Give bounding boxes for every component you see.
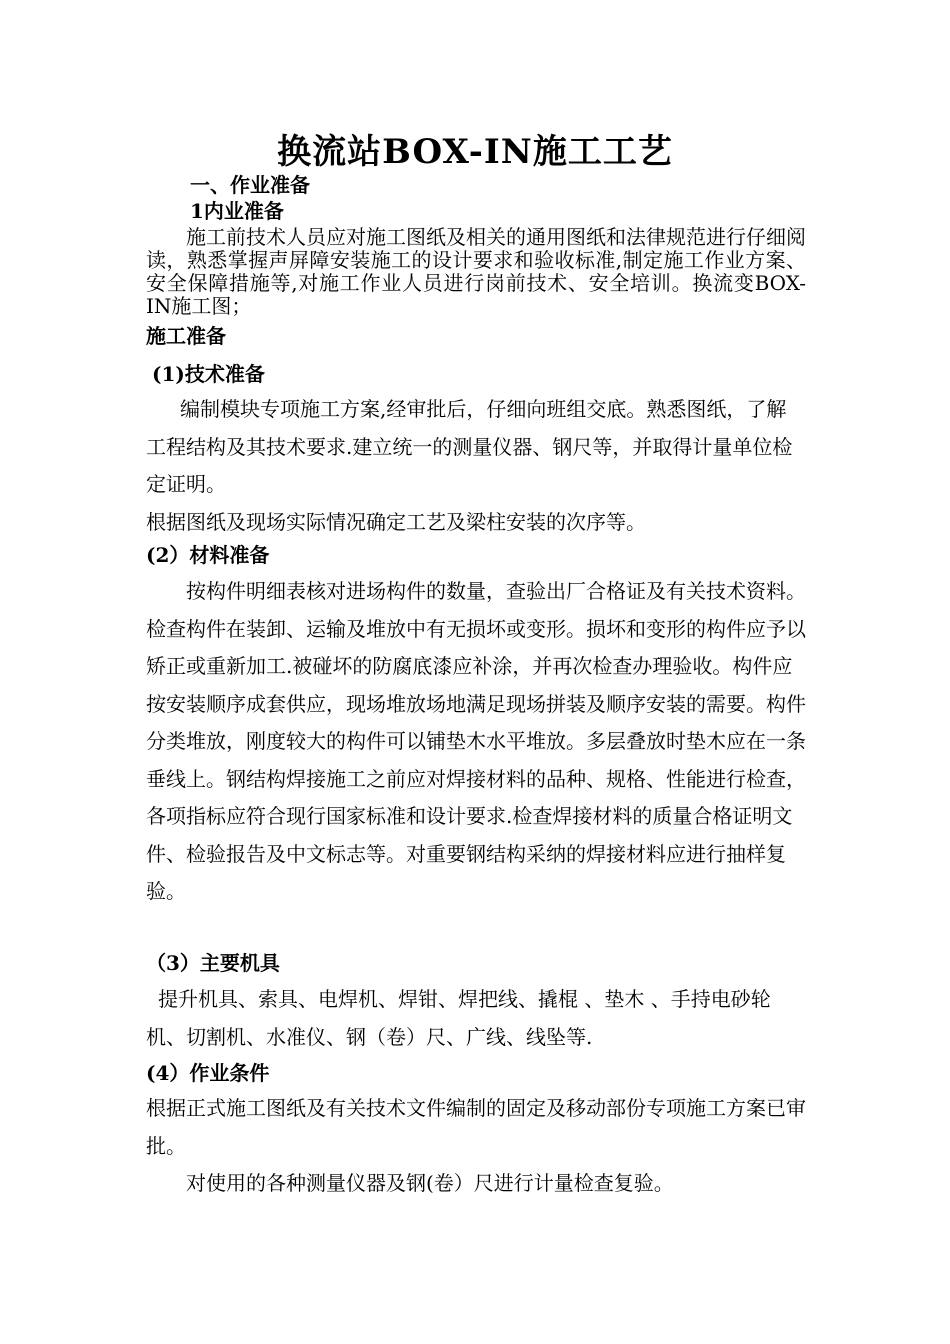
material-preparation-text — [146, 573, 806, 911]
document-title: 换流站BOX-IN施工工艺 — [277, 132, 673, 172]
construction-preparation-heading: 施工准备 — [146, 324, 226, 348]
work-conditions-text — [146, 1090, 806, 1203]
main-tools-heading: （3）主要机具 — [146, 951, 280, 975]
technical-preparation-paragraph-2: 根据图纸及现场实际情况确定工艺及梁柱安装的次序等。 — [146, 509, 646, 534]
technical-preparation-text — [146, 391, 806, 541]
material-preparation-paragraph: 按构件明细表核对进场构件的数量，查验出厂合格证及有关技术资料。检查构件在装卸、运输及堆放中有无损坏或变形。损坏和变形的构件应予以矫正或重新加工.被碰坏的防腐底漆应补涂，并再次检查办理验收。构件应按安装顺序成套供应，现场堆放场地满足现场拼装及顺序安装的需要。构件分类堆放，刚度较大的构件可以铺垫木水平堆放。多层叠放时垫木应在一条垂线上。钢结构焊接施工之前应对焊接材料的品种、规格、性能进行检查，各项指标应符合现行国家标准和设计要求.检查焊接材料的质量合格证明文件、检验报告及中文标志等。对重要钢结构采纳的焊接材料应进行抽样复验。 — [146, 579, 806, 903]
internal-preparation-text — [146, 226, 806, 318]
subsection-heading-internal-preparation: 1内业准备 — [190, 199, 284, 223]
work-conditions-paragraph-2: 对使用的各种测量仪器及钢(卷）尺进行计量检查复验。 — [186, 1171, 674, 1195]
main-tools-paragraph: 提升机具、索具、电焊机、焊钳、焊把线、撬棍 、垫木 、手持电砂轮 机、切割机、水准仪、钢（卷）尺、广线、线坠等. — [146, 987, 771, 1049]
material-preparation-heading: (2）材料准备 — [146, 543, 270, 567]
technical-preparation-heading: (1)技术准备 — [152, 362, 265, 386]
main-tools-text — [146, 981, 806, 1056]
technical-preparation-paragraph: 编制模块专项施工方案,经审批后，仔细向班组交底。熟悉图纸，了解工程结构及其技术要求.建立统一的测量仪器、钢尺等，并取得计量单位检定证明。 — [146, 397, 793, 496]
work-conditions-heading: (4）作业条件 — [146, 1061, 270, 1085]
section-heading-work-preparation: 一、作业准备 — [190, 173, 310, 197]
internal-preparation-paragraph: 施工前技术人员应对施工图纸及相关的通用图纸和法律规范进行仔细阅读，熟悉掌握声屏障安装施工的设计要求和验收标准,制定施工作业方案、安全保障措施等,对施工作业人员进行岗前技术、安全培训。换流变BOX-IN施工图； — [146, 225, 806, 318]
work-conditions-paragraph: 根据正式施工图纸及有关技术文件编制的固定及移动部份专项施工方案已审批。 — [146, 1096, 806, 1158]
